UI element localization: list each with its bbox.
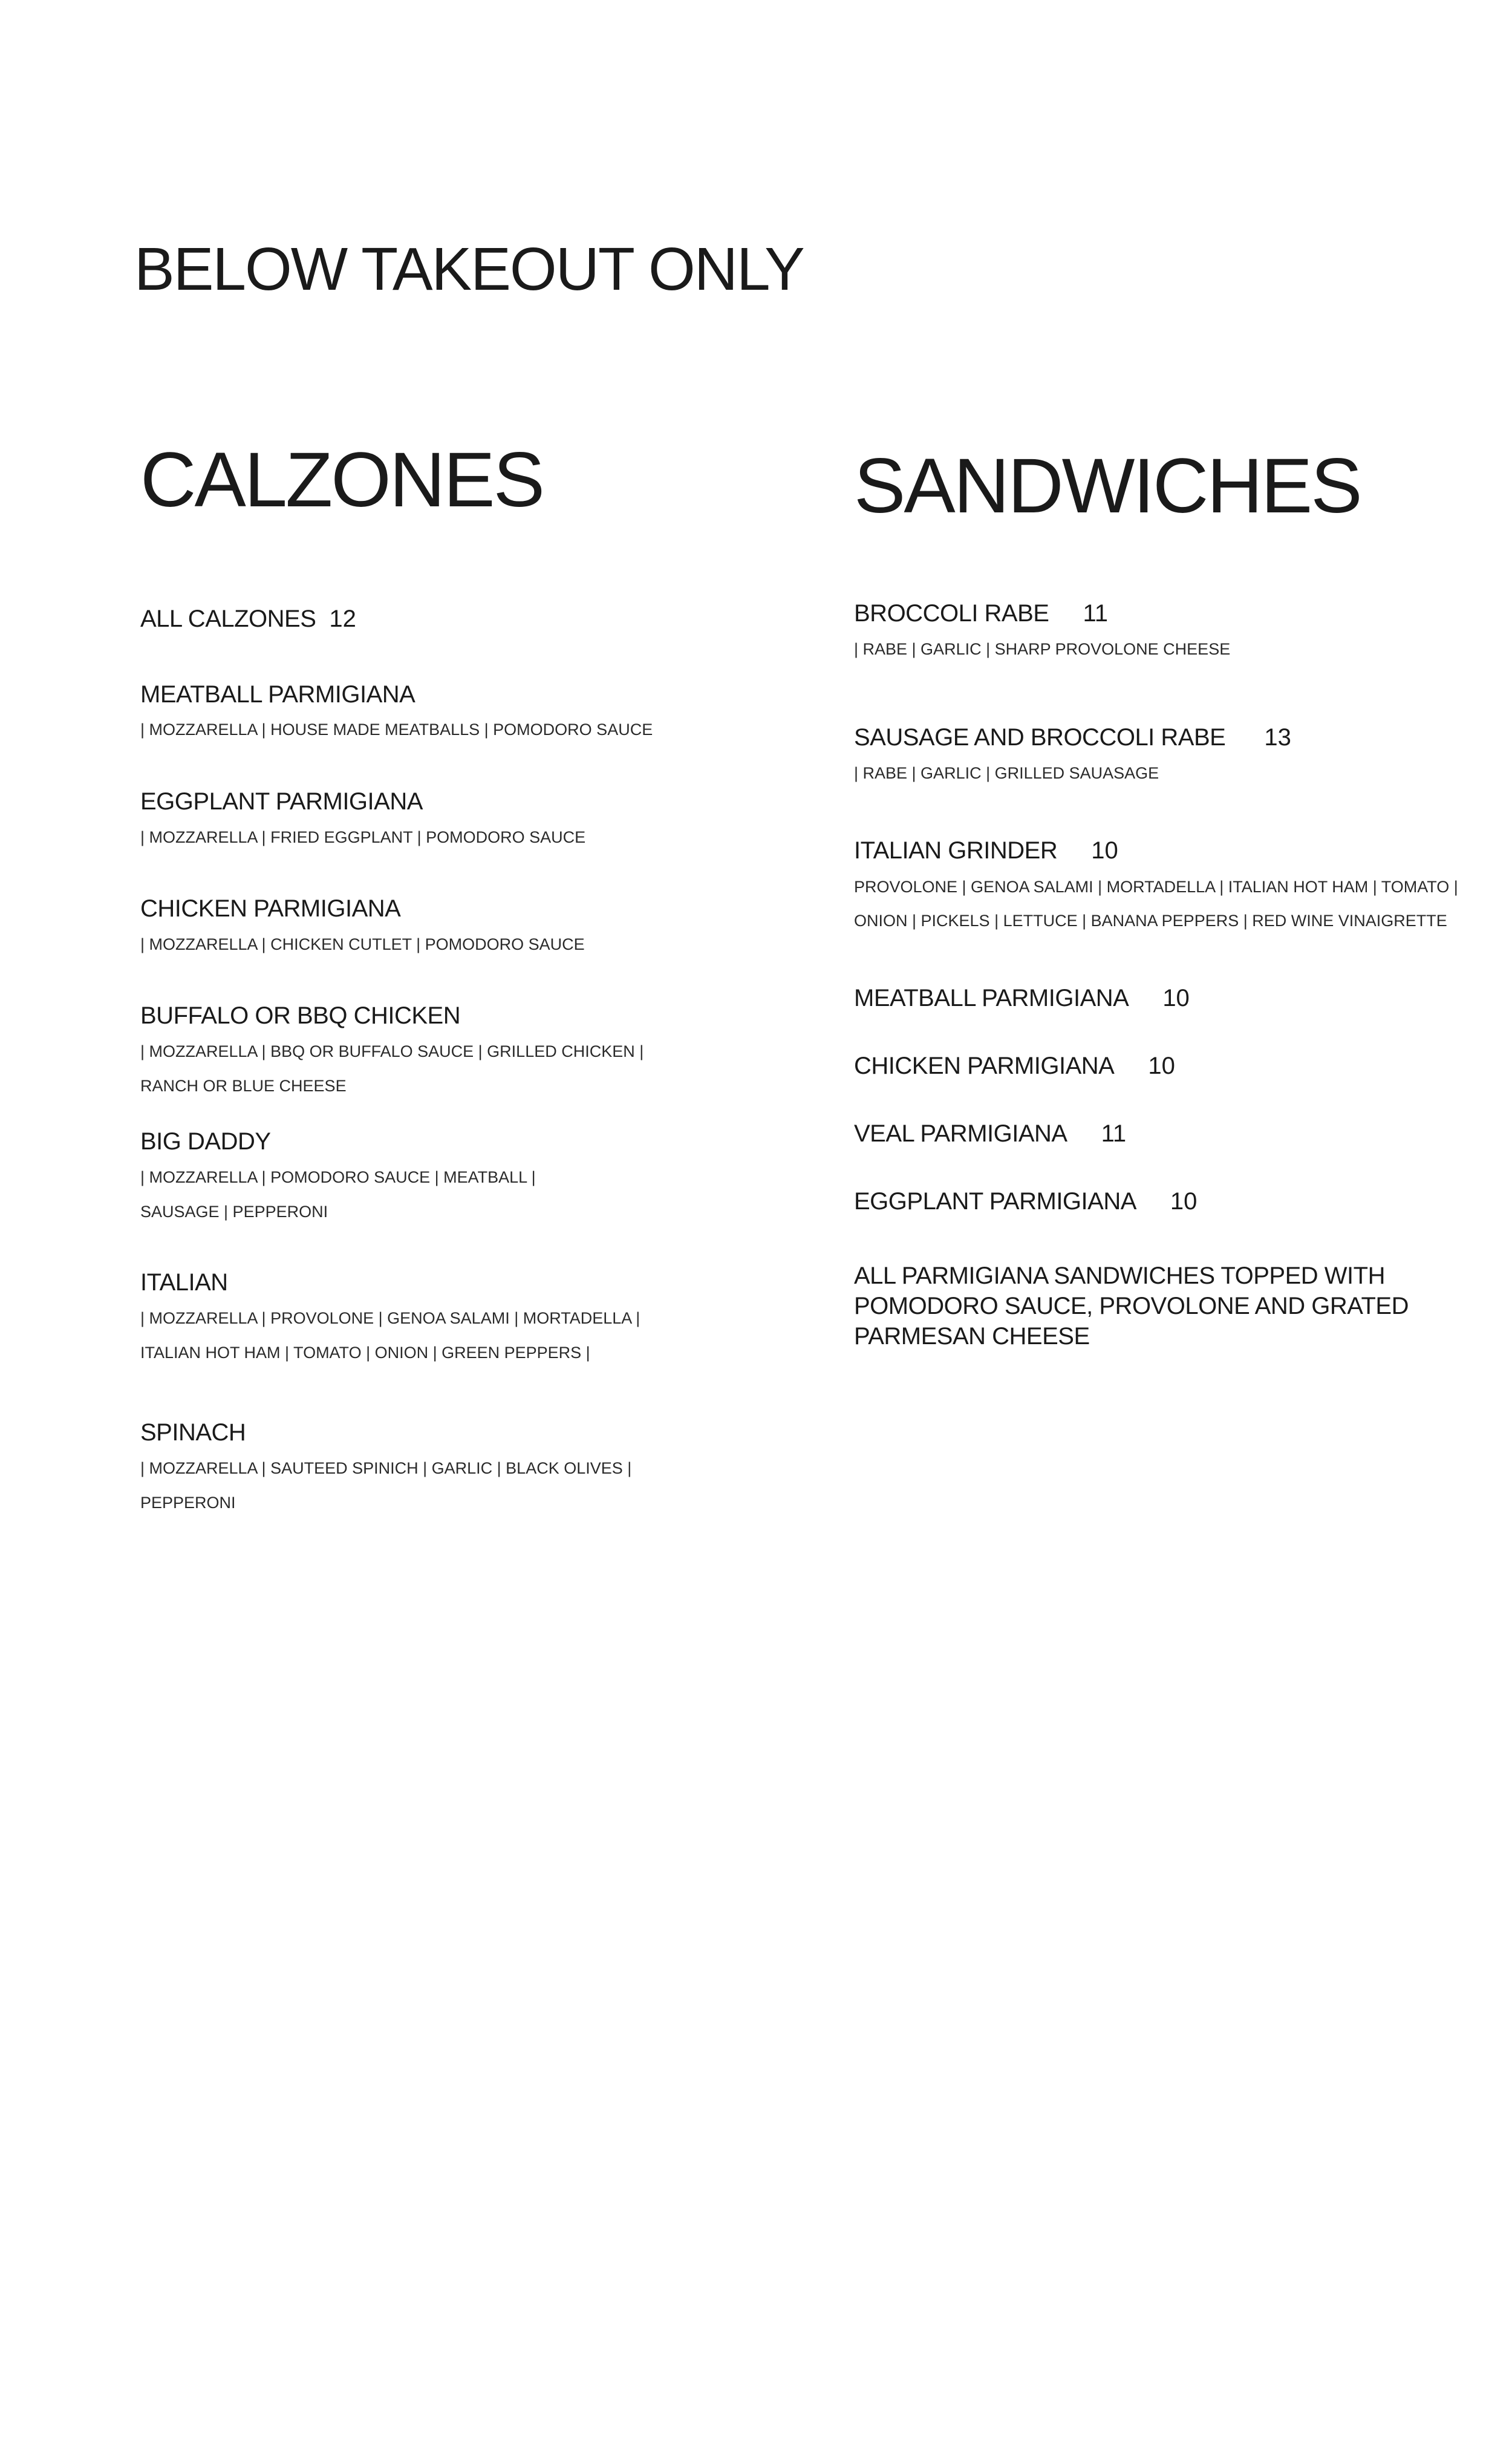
sandwiches-title: SANDWICHES: [854, 443, 1361, 529]
sandwich-item-description: | RABE | GARLIC | SHARP PROVOLONE CHEESE: [854, 640, 1231, 658]
page-heading: BELOW TAKEOUT ONLY: [134, 235, 804, 303]
calzone-item-description: | MOZZARELLA | POMODORO SAUCE | MEATBALL |: [140, 1168, 536, 1186]
calzone-item-description: SAUSAGE | PEPPERONI: [140, 1203, 328, 1221]
sandwich-item: [854, 1189, 1197, 1213]
price-note-label: ALL CALZONES: [140, 606, 316, 632]
sandwich-item: [854, 838, 1118, 863]
item-name: MEATBALL PARMIGIANA: [854, 985, 1129, 1011]
item-name: ITALIAN: [140, 1269, 228, 1296]
sandwich-item-description: | RABE | GARLIC | GRILLED SAUASAGE: [854, 764, 1159, 782]
price-note-value: 12: [329, 606, 356, 632]
calzone-item-name: [140, 897, 400, 921]
item-name: BUFFALO OR BBQ CHICKEN: [140, 1002, 461, 1029]
sandwich-item: [854, 1122, 1126, 1146]
item-name: MEATBALL PARMIGIANA: [140, 681, 415, 708]
calzone-item-description: ITALIAN HOT HAM | TOMATO | ONION | GREEN PEPPERS |: [140, 1344, 590, 1362]
sandwich-item: [854, 601, 1108, 625]
calzone-item-name: [140, 682, 415, 707]
calzone-item-description: | MOZZARELLA | HOUSE MADE MEATBALLS | POMODORO SAUCE: [140, 720, 653, 739]
calzones-price-note: [140, 607, 356, 631]
item-name: EGGPLANT PARMIGIANA: [854, 1188, 1136, 1215]
calzone-item-name: [140, 1270, 228, 1295]
item-price: 11: [1101, 1120, 1127, 1147]
item-price: 13: [1264, 724, 1291, 751]
calzone-item-name: [140, 1129, 271, 1154]
calzone-item-description: | MOZZARELLA | SAUTEED SPINICH | GARLIC | BLACK OLIVES |: [140, 1459, 632, 1477]
sandwich-item: [854, 725, 1291, 750]
calzone-item-description: | MOZZARELLA | PROVOLONE | GENOA SALAMI | MORTADELLA |: [140, 1309, 640, 1327]
item-name: ITALIAN GRINDER: [854, 837, 1058, 864]
item-price: 11: [1083, 600, 1108, 627]
item-price: 10: [1091, 837, 1118, 864]
item-name: SPINACH: [140, 1419, 246, 1446]
calzone-item-description: | MOZZARELLA | CHICKEN CUTLET | POMODORO SAUCE: [140, 935, 585, 953]
sandwich-item: [854, 1054, 1175, 1078]
item-name: EGGPLANT PARMIGIANA: [140, 788, 423, 815]
calzone-item-name: [140, 789, 423, 814]
calzone-item-name: [140, 1420, 246, 1445]
item-name: BROCCOLI RABE: [854, 600, 1049, 627]
sandwich-item: [854, 986, 1190, 1010]
calzone-item-description: RANCH OR BLUE CHEESE: [140, 1077, 347, 1095]
item-price: 10: [1148, 1053, 1175, 1079]
item-name: SAUSAGE AND BROCCOLI RABE: [854, 724, 1226, 751]
item-price: 10: [1170, 1188, 1198, 1215]
calzone-item-name: [140, 1004, 460, 1028]
calzones-title: CALZONES: [140, 437, 543, 523]
calzone-item-description: | MOZZARELLA | FRIED EGGPLANT | POMODORO SAUCE: [140, 828, 586, 846]
parmigiana-note: ALL PARMIGIANA SANDWICHES TOPPED WITH POMODORO SAUCE, PROVOLONE AND GRATED PARMESAN CHEESE: [854, 1262, 1409, 1350]
item-name: VEAL PARMIGIANA: [854, 1120, 1067, 1147]
calzone-item-description: | MOZZARELLA | BBQ OR BUFFALO SAUCE | GRILLED CHICKEN |: [140, 1042, 644, 1060]
calzone-item-description: PEPPERONI: [140, 1494, 236, 1512]
item-name: BIG DADDY: [140, 1128, 271, 1155]
item-name: CHICKEN PARMIGIANA: [140, 895, 401, 922]
sandwich-item-description: PROVOLONE | GENOA SALAMI | MORTADELLA | ITALIAN HOT HAM | TOMATO |: [854, 878, 1458, 896]
item-price: 10: [1162, 985, 1190, 1011]
item-name: CHICKEN PARMIGIANA: [854, 1053, 1115, 1079]
sandwich-item-description: ONION | PICKELS | LETTUCE | BANANA PEPPERS | RED WINE VINAIGRETTE: [854, 912, 1447, 930]
